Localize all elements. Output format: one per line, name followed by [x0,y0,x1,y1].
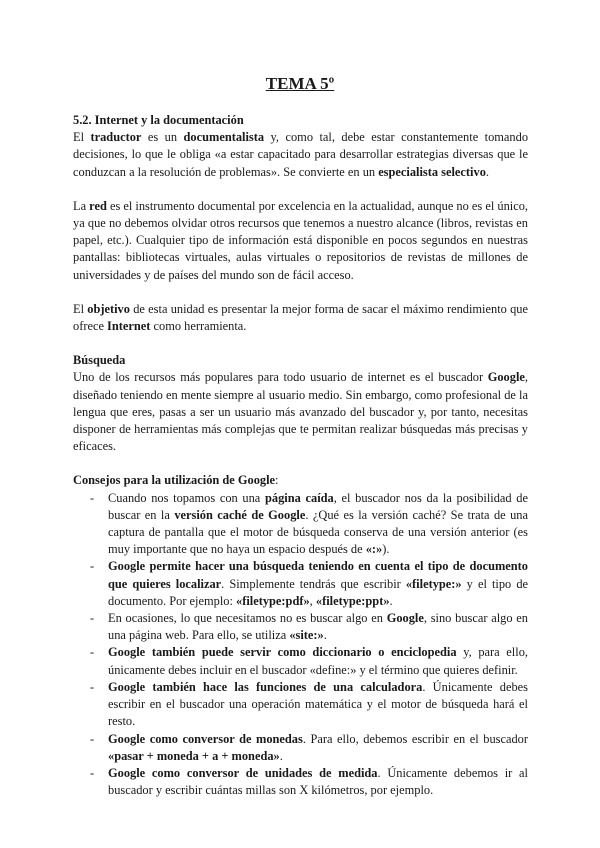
tip-item [73,765,528,799]
bold-text: objetivo [87,301,130,316]
text-run: . Para ello, debemos escribir en el buscador [302,731,528,746]
bold-text: «filetype:ppt» [315,593,390,608]
text-run: ). [382,542,390,557]
paragraph-busqueda [73,369,528,455]
consejos-heading [73,472,528,489]
text-run: El [73,301,88,316]
text-run: , el buscador nos da la posibilidad de buscar en la [108,490,528,522]
text-run: . [389,593,393,608]
bullet-dash: - [90,765,95,780]
text-run: . ¿Qué es la versión caché? Se trata de una captura de pantalla que el motor de búsqueda conserva de una versión anterior (es muy importante que no haya un espacio después de [108,507,528,557]
text-run: . [485,164,489,179]
bold-text: especialista selectivo [378,164,486,179]
text-run: La [73,198,90,213]
bold-text: «pasar + moneda + a + moneda» [108,748,280,763]
paragraph-traductor [73,129,528,181]
text-run: , sino buscar algo en una página web. Para ello, se utiliza [108,611,528,643]
text-run: es el instrumento documental por excelencia en la actualidad, aunque no es el único, ya que no debemos olvidar otros recursos que tenemos a nuestro alcance (libros, revistas en papel, etc.). Cualquier tipo de información está disponible en pocos segundos en nuestras pantallas: bibliotecas virtuales, aulas virtuales o repositorios de revistas de millones de universidades y de países del mundo son de fácil acceso. [73,198,528,282]
document-body [73,112,528,799]
tip-item [73,558,528,610]
bullet-dash: - [90,679,95,694]
bold-text: página caída [265,490,334,505]
text-run: y, para ello, únicamente debes incluir en el buscador «define:» y el término que quieres definir. [108,645,528,677]
text-run: Cuando nos topamos con una [108,490,266,505]
bullet-dash: - [90,611,95,626]
paragraph-objetivo [73,301,528,335]
bold-text: red [89,198,107,213]
text-run: . [279,748,283,763]
bold-text: Google como conversor de unidades de medida [108,765,378,780]
tip-item [73,679,528,731]
bold-text: documentalista [183,130,265,145]
bold-text: traductor [90,130,142,145]
tips-list [73,490,528,800]
bold-text: Google como conversor de monedas [108,731,303,746]
bold-text: «filetype:pdf» [236,593,310,608]
text-run: El [73,130,91,145]
busqueda-heading: Búsqueda [73,353,126,368]
bold-text: Google [487,370,525,385]
consejos-heading-text: Consejos para la utilización de Google [73,473,276,488]
bullet-dash: - [90,731,95,746]
tip-item [73,731,528,765]
bold-text: «filetype:» [405,576,462,591]
bold-text: «:» [365,542,383,557]
paragraph-red [73,198,528,284]
bullet-dash: - [90,490,95,505]
bold-text: Internet [107,319,151,334]
bold-text: versión caché de Google [174,507,306,522]
bold-text: Google también puede servir como diccionario o enciclopedia [108,645,457,660]
bold-text: Google [386,611,424,626]
consejos-heading-colon: : [275,473,279,488]
text-run: Uno de los recursos más populares para todo usuario de internet es el buscador [73,370,488,385]
text-run: y el tipo de documento. Por ejemplo: [108,576,529,608]
bullet-dash: - [90,559,95,574]
page-title: TEMA 5º [265,74,335,93]
text-run: como herramienta. [150,319,247,334]
text-run: de esta unidad es presentar la mejor forma de sacar el máximo rendimiento que ofrece [73,301,528,334]
text-run: . Únicamente debes escribir en el buscador una operación matemática y el motor de búsqueda hará el resto. [108,679,528,729]
tip-item [73,644,528,678]
bold-text: Google también hace las funciones de una calculadora [108,679,423,694]
section-heading: 5.2. Internet y la documentación [73,113,244,127]
bullet-dash: - [90,645,95,660]
text-run: , [309,593,316,608]
text-run: . Simplemente tendrás que escribir [221,576,406,591]
text-run: y, como tal, debe estar constantemente tomando decisiones, lo que le obliga «a estar capacitado para desarrollar estrategias diversas que le conduzcan a la resolución de problemas». Se convierte en un [73,130,529,179]
text-run: es un [141,130,184,145]
bold-text: «site:» [289,628,324,643]
tip-item [73,610,528,644]
text-run: . Únicamente debemos ir al buscador y escribir cuántas millas son X kilómetros, por ejemplo. [108,765,528,798]
tip-item [73,490,528,559]
text-run: . [323,628,327,643]
text-run: , diseñado teniendo en mente siempre al usuario medio. Sin embargo, como profesional de la lengua que eres, pasas a ser un usuario más avanzado del buscador y, por tanto, necesitas disponer de herramientas más complejas que te permitan realizar búsquedas más precisas y eficaces. [73,370,528,454]
text-run: En ocasiones, lo que necesitamos no es buscar algo en [108,611,387,626]
bold-text: Google permite hacer una búsqueda teniendo en cuenta el tipo de documento que quieres localizar [108,559,528,591]
